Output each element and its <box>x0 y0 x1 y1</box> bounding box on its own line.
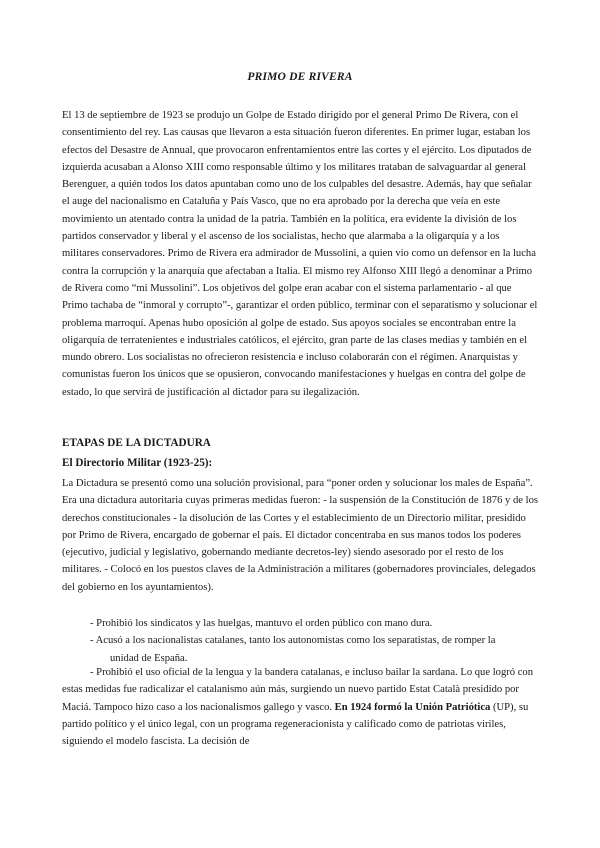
list-item-continuation: unidad de España. <box>110 652 188 664</box>
directorio-paragraph: La Dictadura se presentó como una solución provisional, para “poner orden y solucionar los males de España”. Era una dictadura autoritaria cuyas primeras medidas fueron: - la suspensión de la Constitución de 1876 y de los derechos constitucionales - la disolución de las Cortes y el establecimiento de un Directorio militar, presidido por Primo de Rivera, encargado de gobernar el país. El dictador concentraba en sus manos todos los poderes (ejecutivo, judicial y legislativo, gobernando mediante decretos-ley) siendo asesorado por el resto de los militares. - Colocó en los puestos claves de la Administración a militares (gobernadores provinciales, delegados del gobierno en los ayuntamientos). <box>62 478 538 593</box>
final-paragraph-part2: (UP), su partido político y el único legal, con un programa regeneracionista y calificado como de patriotas viriles, siguiendo el modelo fascista. La decisión de <box>62 701 529 748</box>
intro-paragraph: El 13 de septiembre de 1923 se produjo un Golpe de Estado dirigido por el general Primo De Rivera, con el consentimiento del rey. Las causas que llevaron a esta situación fueron diferentes. En primer lugar, estaban los efectos del Desastre de Annual, que provocaron enfrentamientos entre las cortes y el ejército. Los diputados de izquierda acusaban a Alonso XIII como responsable último y los militares trataban de salvaguardar al general Berenguer, a quién todos los datos apuntaban como uno de los culpables del desastre. Además, hay que señalar el auge del nacionalismo en Cataluña y País Vasco, que no era aprobado por la derecha que veía en este movimiento un atentado contra la unidad de la patria. También en la política, era evidente la división de los partidos conservador y liberal y el ascenso de los socialistas, hecho que alarmaba a la oligarquía y a los militares conservadores. Primo de Rivera era admirador de Mussolini, a quien vio como un defensor en la lucha contra la corrupción y la anarquía que afectaban a Italia. El mismo rey Alfonso XIII llegó a denominar a Primo de Rivera como “mi Mussolini”. Los objetivos del golpe eran acabar con el sistema parlamentario - al que Primo tachaba de “inmoral y corrupto”-, garantizar el orden público, terminar con el separatismo y solucionar el problema marroquí. Apenas hubo oposición al golpe de estado. Sus apoyos sociales se encontraban entre la oligarquía de terratenientes e industriales católicos, el ejército, gran parte de las clases medias y también en el mundo obrero. Los socialistas no ofrecieron resistencia e incluso colaborarán con el régimen. Anarquistas y comunistas fueron los únicos que se opusieron, convocando manifestaciones y huelgas en contra del golpe de estado, lo que servirá de justificación al dictador para su ilegalización. <box>62 110 538 398</box>
final-paragraph-part1: - Prohibió el uso oficial de la lengua y la bandera catalanas, e incluso bailar la sardana. Lo que logró con estas medidas fue radicalizar el catalanismo aún más, surgiendo un nuevo partido Estat Català presidido por Maciá. Tampoco hizo caso a los nacionalismos gallego y vasco. <box>62 667 534 713</box>
section-heading: ETAPAS DE LA DICTADURA <box>62 437 211 449</box>
measures-list <box>90 615 538 667</box>
page-title: PRIMO DE RIVERA <box>247 71 353 83</box>
list-item: - Prohibió los sindicatos y las huelgas, mantuvo el orden público con mano dura. <box>90 618 433 629</box>
final-paragraph-bold: En 1924 formó la Unión Patriótica <box>334 701 491 713</box>
list-item: - Acusó a los nacionalistas catalanes, tanto los autonomistas como los separatistas, de romper la <box>90 635 496 647</box>
sub-heading: El Directorio Militar (1923-25): <box>62 457 213 469</box>
final-paragraph <box>62 664 538 750</box>
